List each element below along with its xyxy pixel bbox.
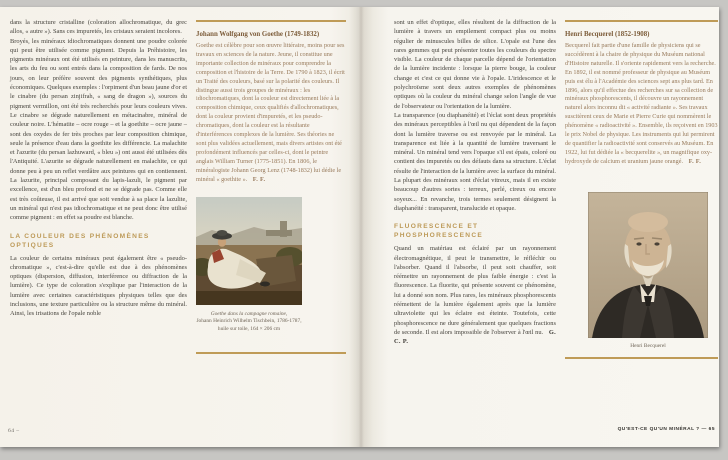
paragraph: [394, 244, 556, 346]
paragraph: Broyés, les minéraux idiochromatiques donnent une poudre colorée qui peut être utilisée comme pigment. Depuis la Préhistoire, les pigments minéraux ont été utilisés en peinture, dans les manuscrits, les arts du feu ou sont entrés dans la composition de fards. De nos jours, on leur préfère souvent des pigments synthétiques, plus économiques. Quelques exemples : l'orpiment d'un beau jaune d'or et le cinabre (du persan zinjifrah, « sang de dragon »), sources du pigment vermillon, ont été très recherchés pour leurs couleurs vives. Le cinabre se dégrade naturellement en métacinabre, minéral de couleur noire. L'hématite – ocre rouge – et la goethite – ocre jaune – sont des oxydes de fer très proches par leur composition chimique, seule la présence d'eau dans la goethite les différencie. La malachite et l'azurite (du persan lazhuward, « bleu ») ont aussi été utilisées dès l'Antiquité. L'azurite se dégrade naturellement en malachite, ce qui donne peu à peu un reflet verdâtre aux peintures qui en contiennent. La lazurite, principal composant du lapis-lazuli, le pigment par excellence, est d'un bleu profond et ne se dégrade pas. Comme elle est très coûteuse, il est arrivé que soit vendue à sa place la lazulite, un minéral qui n'est pas idiochromatique et ne peut donc être utilisé comme pigment : en effet sa poudre est blanche.: [10, 37, 187, 222]
caption-title: Goethe dans la campagne romaine,: [210, 311, 288, 317]
becquerel-article-body: [565, 42, 718, 167]
becquerel-photo-image: [588, 192, 708, 338]
becquerel-article-signature: F. F.: [688, 157, 702, 165]
gold-rule-bottom: [196, 352, 346, 354]
paragraph: La transparence (ou diaphanéité) et l'éclat sont deux propriétés des minéraux perceptibles à l'œil nu qui dépendent de la façon dont la lumière traverse ou est renvoyée par le minéral. La transparence est liée à la quantité de lumière traversant le minéral. Un minéral tend vers l'opaque s'il est épais, coloré ou contient des impuretés ou des défauts dans sa structure. L'éclat résulte de l'interaction de la lumière avec la surface du minéral. La plupart des minéraux sont d'éclat vitreux, mais il en existe beaucoup d'autres sortes : terreux, perlé, cireux ou encore soyeux... En revanche, trois termes seulement désignent la diaphanéité : transparent, translucide et opaque.: [394, 111, 556, 212]
book-spread: [0, 7, 719, 447]
goethe-article-signature: F. F.: [252, 175, 266, 183]
becquerel-article-text: Becquerel fait partie d'une famille de physiciens qui se succédèrent à la chaire de physique du Muséum national d'Histoire naturelle. Il s'oriente rapidement vers la recherche. En 1892, il est nommé professeur de physique au Muséum puis est élu à l'Académie des sciences sept ans plus tard. En 1896, alors qu'il effectue des recherches sur sa collection de minéraux phosphorescents, il découvre un rayonnement naturel alors inconnu dit « activité radiante ». Ses travaux suscitèrent ceux de Marie et Pierre Curie qui nommèrent le phénomène « radioactivité ». Ensemble, ils reçoivent en 1903 le prix Nobel de physique. Les instruments qui lui permirent de quantifier la radioactivité sont conservés au Muséum. En 1922, lui fut dédiée la « becquerelite », un magnifique oxy-hydroxyde de calcium et uranium jaune orangé.: [565, 42, 718, 165]
section-heading-couleur-phenomenes-optiques: LA COULEUR DES PHÉNOMÈNES OPTIQUES: [10, 232, 150, 249]
goethe-article-title: Johann Wolfgang von Goethe (1749-1832): [196, 31, 320, 38]
caption-artist: Johann Heinrich Wilhelm Tischbein, 1786-1787,: [196, 318, 302, 325]
page-gutter: [349, 7, 373, 447]
goethe-article: [196, 20, 346, 360]
becquerel-article: [565, 20, 718, 365]
fluorescence-text: Quand un matériau est éclairé par un rayonnement électromagnétique, il peut le transmettre, le réfléchir ou l'absorber. Quand il l'absorbe, il peut soit chauffer, soit réémettre un rayonnement de plus faible énergie : c'est la fluorescence. La fluorite, qui présente souvent ce phénomène, lui a donné son nom. Plus rares, les minéraux phosphorescents réémettent de la lumière également après que la lumière ultraviolette qui les éclaire est éteinte. Toutefois, cette phosphorescence ne dure généralement que quelques fractions de seconde. Il est alors impossible de l'observer à l'œil nu.: [394, 245, 556, 336]
gold-rule-bottom: [565, 357, 718, 359]
goethe-painting-image: [196, 197, 302, 305]
goethe-painting: [196, 197, 302, 333]
running-title: QU'EST-CE QU'UN MINÉRAL ? — 65: [617, 427, 715, 432]
left-page-number: 64 –: [8, 428, 20, 434]
painting-caption: [196, 311, 302, 333]
paragraph: La couleur de certains minéraux peut également être « pseudo-chromatique », c'est-à-dire qu'elle est due à des phénomènes optiques (dispersion, diffusion, interférence ou diffraction de la lumière). Ce type de coloration s'explique par l'interaction de la lumière avec certaines caractéristiques physiques telles que des inclusions, une texture particulière ou la structure même du minéral. Ainsi, les irisations de l'opale noble: [10, 254, 187, 318]
right-page-main-column: [394, 18, 556, 347]
paragraph: dans la structure cristalline (coloration allochromatique, du grec allos, « autre »). Sans ces impuretés, les cristaux seraient incolores.: [10, 19, 187, 36]
goethe-article-body: [196, 42, 346, 185]
photo-caption: Henri Becquerel: [630, 343, 666, 349]
becquerel-photo: [588, 192, 708, 350]
caption-medium: huile sur toile, 164 × 206 cm: [217, 325, 281, 332]
left-page-main-column: [10, 18, 187, 319]
becquerel-article-title: Henri Becquerel (1852-1908): [565, 31, 650, 38]
paragraph: sont un effet d'optique, elles résultent de la diffraction de la lumière à travers un empilement compact plus ou moins régulier de minuscules billes de silice. L'opale est l'une des rares gemmes qui peut présenter toutes les couleurs du spectre visible. La couleur de chaque parcelle dépend de l'orientation de la lumière incidente : lorsque la pierre bouge, la couleur change et c'est ce qui donne vie à l'opale. L'iridescence et le polychroïsme sont deux autres exemples de phénomènes optiques où la couleur du minéral change selon l'angle de vue de l'observateur ou l'orientation de la lumière.: [394, 19, 556, 110]
fluorescence-signature: G. C. P.: [394, 328, 556, 346]
gold-rule-top: [565, 20, 718, 22]
gold-rule-top: [196, 20, 346, 22]
goethe-article-text: Goethe est célèbre pour son œuvre littéraire, moins pour ses travaux en sciences de la nature. Jeune, il constitue une importante collection de minéraux pour comprendre la composition et l'histoire de la Terre. De 1790 à 1823, il écrit un Traité des couleurs, basé sur la polarité des couleurs. Il distingue aussi trois groupes de minéraux : les idiochromatiques, dont la couleur est directement liée à la composition chimique, ceux qualifiés d'allochromatiques, dont la couleur provient d'impuretés, et les pseudo-chromatiques, dont la couleur est la résultante d'interférences complexes de la lumière. Ses théories ne sont plus validées actuellement, mais divers artistes ont été profondément influencés par celles-ci, dont le peintre anglais William Turner (1775-1851). En 1806, le minéralogiste Johann Georg Lenz (1748-1832) lui dédie le minéral « goethite ».: [196, 42, 345, 183]
section-heading-fluorescence: FLUORESCENCE ET PHOSPHORESCENCE: [394, 223, 484, 240]
